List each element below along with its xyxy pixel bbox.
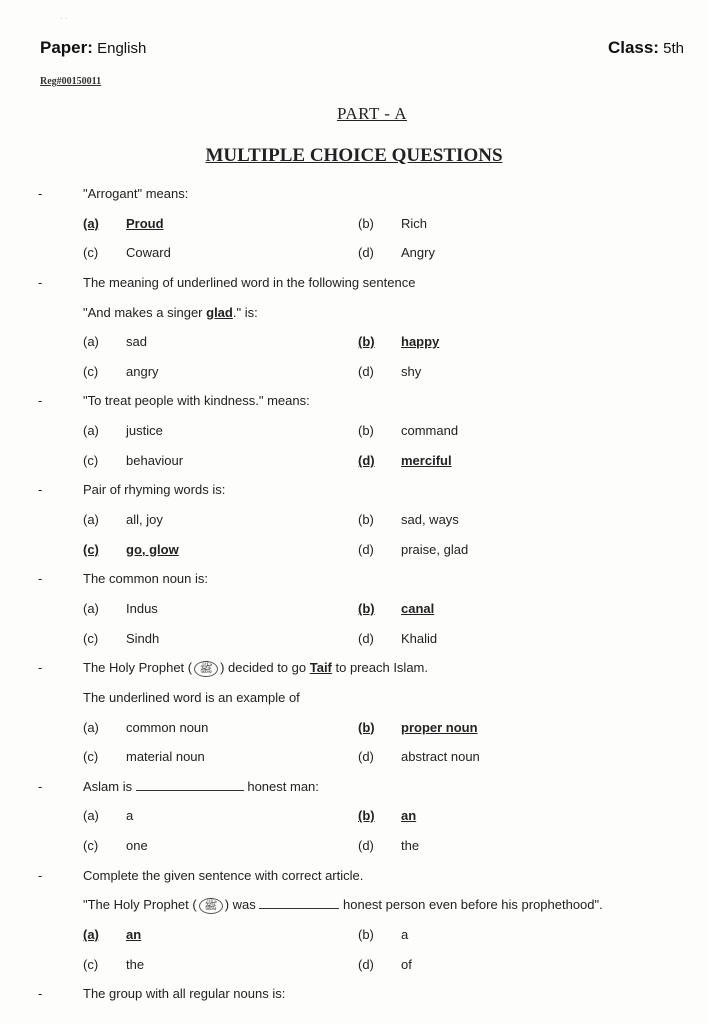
fill-blank — [136, 790, 244, 791]
bullet-dash: - — [38, 571, 43, 587]
option-a: (a) all, joy — [83, 512, 163, 528]
option-a: (a) Indus — [83, 600, 158, 616]
option-row — [0, 713, 708, 743]
option-row — [0, 446, 708, 476]
section-title: MULTIPLE CHOICE QUESTIONS — [205, 145, 503, 166]
option-row — [0, 950, 708, 980]
option-d-selected: (d) merciful — [358, 452, 452, 468]
option-c: (c) behaviour — [83, 452, 184, 468]
option-row — [0, 209, 708, 239]
option-d: (d) shy — [358, 363, 422, 379]
option-a: (a) justice — [83, 423, 163, 439]
paper-label: Paper: — [40, 38, 93, 57]
question-stem: - "Arrogant" means: — [38, 186, 189, 201]
question-stem-continued: "And makes a singer glad." is: — [83, 304, 258, 320]
option-d: (d) of — [358, 956, 412, 972]
option-row — [0, 624, 708, 654]
question-stem: - The meaning of underlined word in the following sentence — [38, 274, 416, 290]
question-stem: - The common noun is: — [38, 571, 209, 587]
option-a-selected: (a) an — [83, 927, 142, 943]
option-row — [0, 327, 708, 357]
question-stem: - The group with all regular nouns is: — [38, 986, 286, 1002]
option-row — [0, 416, 708, 446]
option-c: (c) angry — [83, 363, 159, 379]
option-row — [0, 505, 708, 535]
bullet-dash: - — [38, 186, 43, 201]
option-d: (d) the — [358, 838, 420, 854]
question-stem-continued: The underlined word is an example of — [83, 689, 300, 705]
question-stem: - Complete the given sentence with correct article. — [38, 867, 364, 883]
class-value: 5th — [663, 40, 684, 57]
option-row — [0, 238, 708, 268]
option-row — [0, 535, 708, 565]
bullet-dash: - — [38, 778, 43, 794]
part-title: PART - A — [336, 104, 408, 123]
question-stem: - Aslam is honest man: — [38, 778, 319, 794]
class-heading — [608, 38, 684, 58]
option-b-selected: (b) an — [358, 808, 417, 824]
option-row — [0, 742, 708, 772]
option-c: (c) material noun — [83, 749, 205, 765]
option-b-selected: (b) canal — [358, 600, 435, 616]
question-stem: - The Holy Prophet ( ﷺ ) decided to go Taif to preach Islam. — [38, 660, 428, 676]
option-a-selected: (a) Proud — [83, 215, 164, 231]
bullet-dash: - — [38, 274, 43, 290]
question-stem: - Pair of rhyming words is: — [38, 482, 226, 498]
option-c-selected: (c) go, glow — [83, 541, 179, 557]
option-a: (a) sad — [83, 334, 147, 350]
option-d: (d) praise, glad — [358, 541, 469, 557]
option-a: (a) common noun — [83, 719, 209, 735]
bullet-dash: - — [38, 660, 43, 676]
question-stem: - "To treat people with kindness." means: — [38, 393, 310, 409]
pbuh-calligraphy-icon: ﷺ — [199, 898, 223, 914]
bullet-dash: - — [38, 867, 43, 883]
option-b: (b) Rich — [358, 215, 428, 231]
option-row — [0, 801, 708, 831]
option-b-selected: (b) proper noun — [358, 719, 478, 735]
option-b-selected: (b) happy — [358, 334, 440, 350]
option-b: (b) sad, ways — [358, 512, 459, 528]
pbuh-calligraphy-icon: ﷺ — [194, 661, 218, 677]
question-list — [0, 179, 708, 1009]
bullet-dash: - — [38, 986, 43, 1002]
question-stem-continued: "The Holy Prophet ( ﷺ ) was honest person even before his prophethood". — [83, 897, 603, 913]
option-b: (b) command — [358, 423, 459, 439]
option-c: (c) Sindh — [83, 630, 160, 646]
option-c: (c) the — [83, 956, 145, 972]
scan-specks: · · — [60, 14, 68, 23]
paper-value: English — [97, 40, 147, 57]
fill-blank — [259, 908, 339, 909]
option-row — [0, 357, 708, 387]
option-d: (d) abstract noun — [358, 749, 480, 765]
bullet-dash: - — [38, 482, 43, 498]
option-a: (a) a — [83, 808, 134, 824]
option-row — [0, 594, 708, 624]
option-row — [0, 920, 708, 950]
registration-number: Reg#00150011 — [40, 76, 102, 87]
option-row — [0, 831, 708, 861]
option-c: (c) one — [83, 838, 148, 854]
bullet-dash: - — [38, 393, 43, 409]
option-d: (d) Angry — [358, 245, 435, 261]
class-label: Class: — [607, 38, 659, 57]
option-b: (b) a — [358, 927, 409, 943]
option-d: (d) Khalid — [358, 630, 438, 646]
option-c: (c) Coward — [83, 245, 171, 261]
paper-heading — [40, 38, 146, 58]
